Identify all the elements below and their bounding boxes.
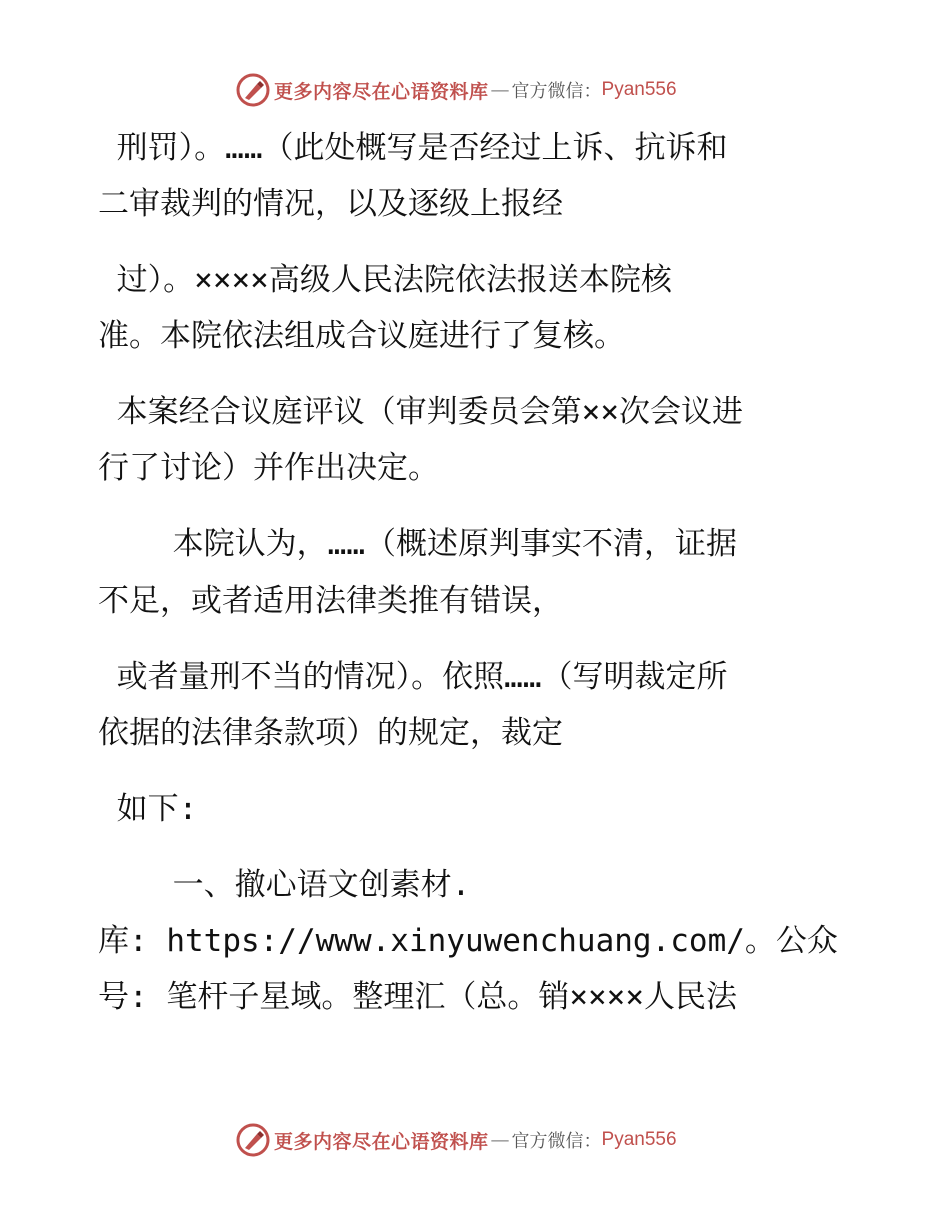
header-dash: — bbox=[490, 79, 510, 101]
footer-slogan: 更多内容尽在心语资料库 bbox=[274, 1130, 489, 1153]
footer-wechat-id: Pyan556 bbox=[601, 1129, 677, 1150]
body-line: 不足，或者适用法律类推有错误， bbox=[98, 583, 563, 619]
body-line: 依据的法律条款项）的规定，裁定 bbox=[98, 715, 563, 751]
header-banner bbox=[236, 72, 677, 108]
body-line: 本院认为，……（概述原判事实不清，证据 bbox=[98, 526, 737, 562]
footer-banner bbox=[236, 1122, 677, 1158]
body-line: 本案经合议庭评议（审判委员会第××次会议进 bbox=[98, 394, 743, 430]
body-line: 过）。××××高级人民法院依法报送本院核 bbox=[98, 262, 672, 298]
body-line: 一、撤心语文创素材. bbox=[98, 867, 471, 903]
header-wechat-id: Pyan556 bbox=[601, 79, 677, 100]
body-line: 号: 笔杆子星域。整理汇（总。销××××人民法 bbox=[98, 979, 737, 1015]
pen-logo-icon bbox=[236, 73, 270, 107]
body-line: 准。本院依法组成合议庭进行了复核。 bbox=[98, 318, 625, 354]
pen-logo-icon bbox=[236, 1123, 270, 1157]
footer-dash: — bbox=[490, 1129, 510, 1151]
header-wechat-label: 官方微信： bbox=[511, 81, 602, 102]
footer-wechat-label: 官方微信： bbox=[511, 1131, 602, 1152]
body-line: 如下: bbox=[98, 791, 198, 827]
body-line: 刑罚）。……（此处概写是否经过上诉、抗诉和 bbox=[98, 130, 728, 166]
body-line: 二审裁判的情况，以及逐级上报经 bbox=[98, 186, 563, 222]
body-line: 行了讨论）并作出决定。 bbox=[98, 450, 439, 486]
body-line: 或者量刑不当的情况）。依照……（写明裁定所 bbox=[98, 659, 728, 695]
body-line: 库: https://www.xinyuwenchuang.com/。公众 bbox=[98, 923, 838, 959]
header-slogan: 更多内容尽在心语资料库 bbox=[274, 80, 489, 103]
